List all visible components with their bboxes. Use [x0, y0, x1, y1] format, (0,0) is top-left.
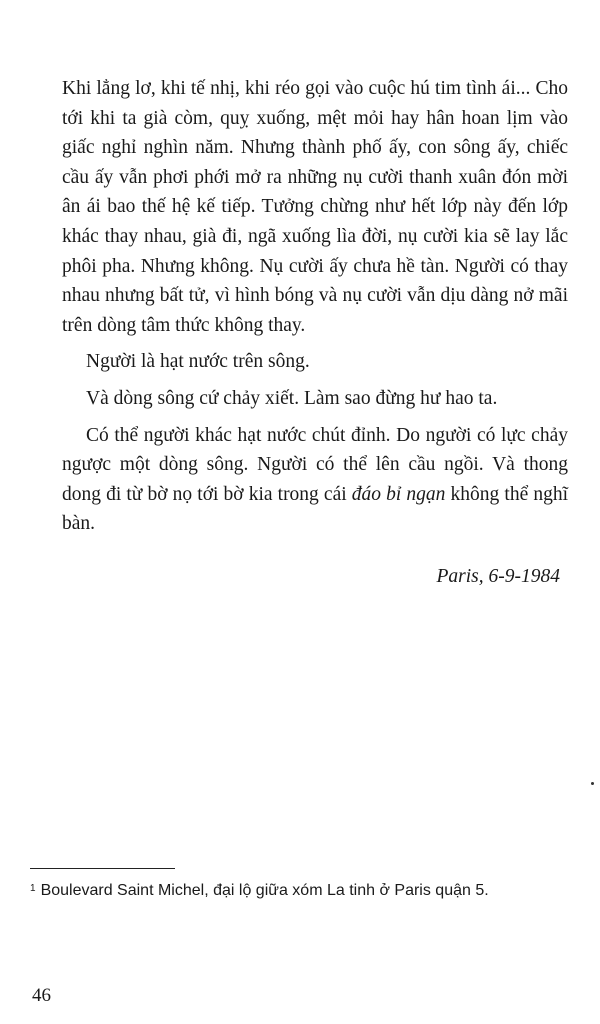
paragraph-1: Khi lẳng lơ, khi tế nhị, khi réo gọi vào cuộc hú tim tình ái... Cho tới khi ta già còm, quỵ xuống, mệt mỏi hay hân hoan lịm vào giấc nghỉ nghìn năm. Nhưng thành phố ấy, con sông ấy, chiếc cầu ấy vẫn phơi phới mở ra những nụ cười thanh xuân đón mời ân ái bao thế hệ kế tiếp. Tưởng chừng như hết lớp này đến lớp khác thay nhau, già đi, ngã xuống lìa đời, nụ cười kia sẽ lay lắc phôi pha. Nhưng không. Nụ cười ấy chưa hề tàn. Người có thay nhau nhưng bất tử, vì hình bóng và nụ cười vẫn dịu dàng nở mãi trên dòng tâm thức không thay.	[62, 78, 568, 336]
scan-speck	[591, 782, 594, 785]
paragraph-3: Và dòng sông cứ chảy xiết. Làm sao đừng hư hao ta.	[86, 387, 498, 409]
paragraph-4-text-before: Có thể người khác hạt nước chút đỉnh. Do người có lực chảy ngược một dòng sông. Người có thể lên cầu ngồi. Và thong dong đi từ bờ nọ tới bờ kia trong cái	[62, 424, 568, 505]
footnote-divider	[30, 868, 175, 869]
paragraph-2: Người là hạt nước trên sông.	[86, 351, 310, 373]
paragraph-4	[62, 421, 568, 539]
paragraph-4-text-after: không thể nghĩ bàn.	[62, 483, 568, 535]
body-text	[62, 74, 568, 546]
footnote-marker: 1	[30, 883, 36, 894]
footnote	[30, 880, 570, 902]
signature-place-date: Paris, 6-9-1984	[436, 566, 560, 587]
paragraph-4-italic: đáo bỉ ngạn	[351, 483, 446, 505]
page-number: 46	[32, 985, 51, 1006]
footnote-text: Boulevard Saint Michel, đại lộ giữa xóm La tinh ở Paris quận 5.	[40, 882, 489, 899]
